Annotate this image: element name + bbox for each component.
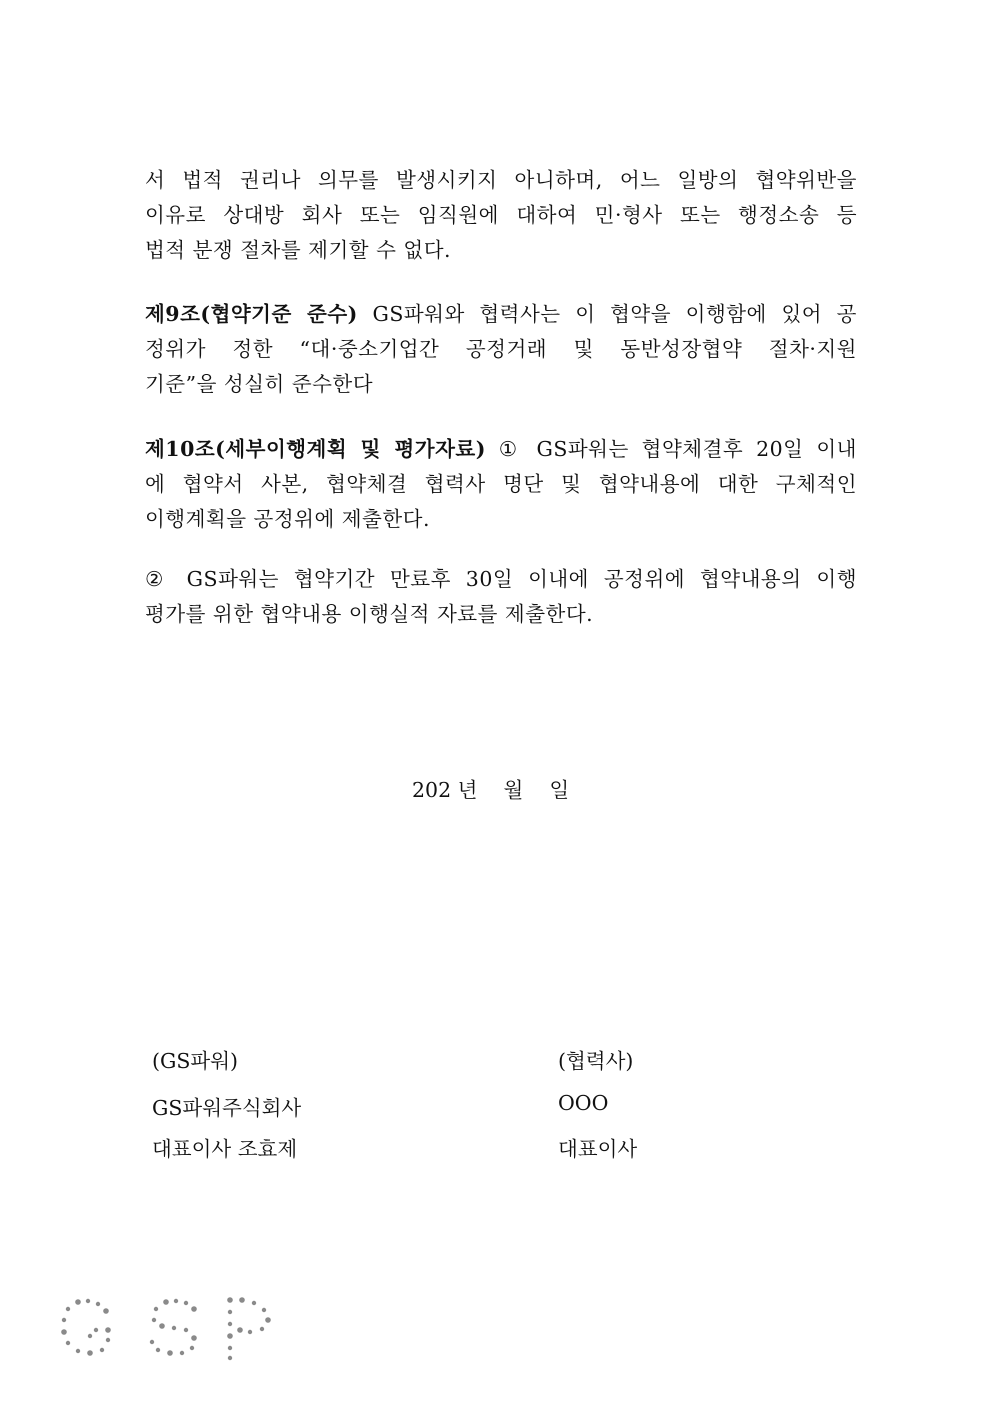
logo-dot: [66, 1341, 70, 1345]
logo-dot: [228, 1322, 232, 1326]
logo-dot: [248, 1330, 252, 1334]
logo-dot: [191, 1306, 197, 1312]
logo-dot: [252, 1301, 256, 1305]
logo-dot: [262, 1308, 266, 1312]
logo-dot: [94, 1328, 98, 1332]
article-continuation-paragraph: [145, 163, 857, 268]
text-line: 이유로 상대방 회사 또는 임직원에 대하여 민·형사 또는 행정소송 등: [145, 203, 857, 227]
logo-dot: [180, 1351, 184, 1355]
gsp-logo-icon: [58, 1296, 284, 1362]
logo-dot: [260, 1327, 264, 1331]
logo-dot: [156, 1348, 160, 1352]
logo-dots: [61, 1297, 271, 1360]
article-10-clause-2-paragraph: [145, 562, 857, 632]
text-line: 법적 분쟁 절차를 제기할 수 없다.: [145, 238, 452, 262]
text-line: 정위가 정한 “대·중소기업간 공정거래 및 동반성장협약 절차·지원: [145, 337, 857, 361]
logo-dot: [172, 1326, 176, 1330]
logo-dot: [239, 1297, 245, 1303]
left-representative: 대표이사 조효제: [152, 1137, 298, 1161]
logo-dot: [100, 1348, 104, 1352]
right-representative: 대표이사: [558, 1137, 638, 1161]
logo-dot: [86, 1299, 90, 1303]
logo-dot: [88, 1334, 92, 1338]
agreement-date: 202 년 월 일: [412, 778, 570, 802]
right-party-label: (협력사): [558, 1049, 634, 1073]
logo-dot: [167, 1350, 173, 1356]
logo-dot: [174, 1299, 178, 1303]
logo-dot: [184, 1328, 188, 1332]
logo-dot: [228, 1310, 232, 1314]
right-company-name: OOO: [558, 1091, 609, 1115]
text-line: [145, 432, 857, 467]
article-9-text: GS파워와 협력사는 이 협약을 이행함에 있어 공: [357, 302, 857, 326]
logo-dot: [190, 1346, 194, 1350]
logo-dot: [76, 1349, 80, 1353]
text-line: 에 협약서 사본, 협약체결 협력사 명단 및 협약내용에 대한 구체적인: [145, 472, 857, 496]
logo-dot: [159, 1323, 165, 1329]
logo-dot: [154, 1307, 158, 1311]
text-line: 평가를 위한 협약내용 이행실적 자료를 제출한다.: [145, 602, 594, 626]
logo-dot: [227, 1333, 233, 1339]
article-10-paragraph: [145, 432, 857, 537]
logo-dot: [191, 1335, 197, 1341]
logo-dot: [62, 1318, 66, 1322]
logo-dot: [66, 1307, 70, 1311]
logo-dot: [152, 1318, 156, 1322]
logo-dot: [150, 1340, 154, 1344]
logo-dot: [163, 1299, 169, 1305]
logo-dot: [227, 1297, 233, 1303]
text-line: 이행계획을 공정위에 제출한다.: [145, 507, 430, 531]
logo-dot: [105, 1327, 111, 1333]
text-line: 기준”을 성실히 준수한다: [145, 372, 374, 396]
logo-dot: [75, 1299, 81, 1305]
article-10-text: ① GS파워는 협약체결후 20일 이내: [485, 437, 857, 461]
text-line: ② GS파워는 협약기간 만료후 30일 이내에 공정위에 협약내용의 이행: [145, 567, 857, 591]
article-9-heading: 제9조(협약기준 준수): [145, 302, 358, 326]
text-line: [145, 297, 857, 332]
logo-dot: [237, 1327, 243, 1333]
logo-dot: [228, 1346, 232, 1350]
logo-dot: [106, 1338, 110, 1342]
logo-dot: [228, 1356, 232, 1360]
left-party-label: (GS파워): [152, 1049, 239, 1073]
logo-dot: [184, 1301, 188, 1305]
text-line: 서 법적 권리나 의무를 발생시키지 아니하며, 어느 일방의 협약위반을: [145, 168, 857, 192]
article-10-heading: 제10조(세부이행계획 및 평가자료): [145, 437, 486, 461]
logo-dot: [265, 1317, 271, 1323]
logo-dot: [96, 1302, 100, 1306]
logo-dot: [103, 1308, 109, 1314]
left-company-name: GS파워주식회사: [152, 1096, 302, 1120]
article-9-paragraph: [145, 297, 857, 402]
logo-dot: [61, 1329, 67, 1335]
logo-dot: [87, 1350, 93, 1356]
